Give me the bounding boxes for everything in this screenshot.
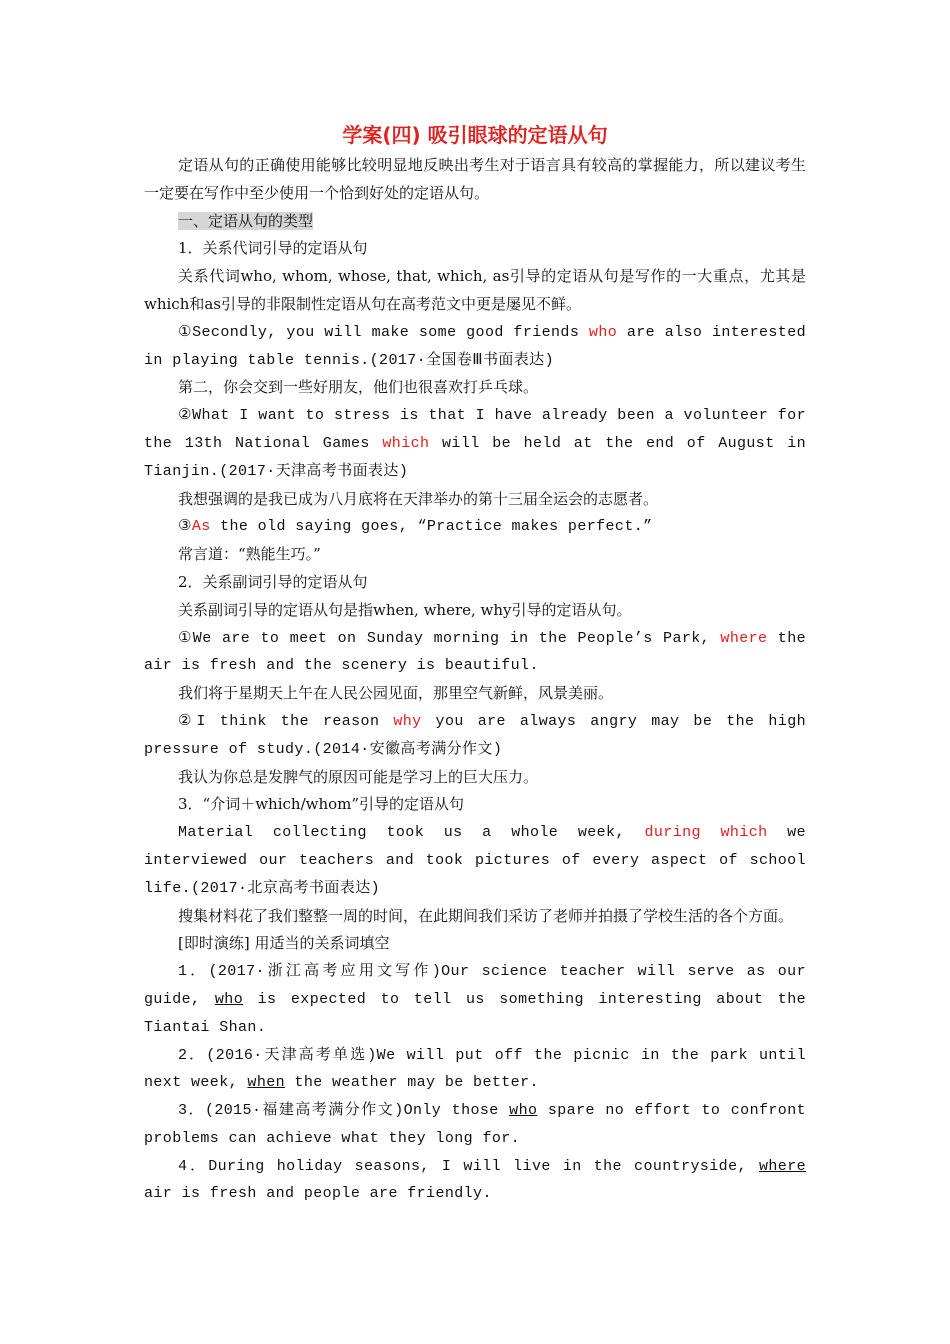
example-text: the air is fresh and the scenery is beautiful. bbox=[144, 629, 807, 675]
translation-1-3: 常言道：“熟能生巧。” bbox=[178, 545, 321, 564]
practice-question-1 bbox=[144, 958, 806, 1041]
keyword: As bbox=[191, 518, 211, 536]
question-text: air is fresh and people are friendly. bbox=[144, 1185, 492, 1203]
practice-question-3 bbox=[144, 1097, 806, 1153]
example-text: you are always angry may be the high pressure of study.(2014·安徽高考满分作文) bbox=[144, 712, 806, 758]
question-text: the weather may be better. bbox=[285, 1074, 539, 1092]
example-text: are also interested in playing table tennis.(2017·全国卷Ⅲ书面表达) bbox=[144, 323, 806, 369]
translation-1-2: 我想强调的是我已成为八月底将在天津举办的第十三届全运会的志愿者。 bbox=[178, 489, 659, 508]
example-1-3 bbox=[144, 513, 806, 541]
translation-2-2: 我认为你总是发脾气的原因可能是学习上的巨大压力。 bbox=[178, 767, 539, 786]
translation-2-1: 我们将于星期天上午在人民公园见面，那里空气新鲜，风景美丽。 bbox=[178, 684, 614, 703]
subsection-desc-1: 关系代词who, whom, whose, that, which, as引导的定语从句是写作的一大重点，尤其是which和as引导的非限制性定语从句在高考范文中更是屡见不鲜。 bbox=[144, 267, 806, 313]
section-heading bbox=[144, 208, 806, 236]
keyword: why bbox=[393, 712, 422, 730]
example-1-1 bbox=[144, 319, 806, 375]
example-text: ①We are to meet on Sunday morning in the People’s Park, bbox=[178, 629, 721, 647]
example-text: ①Secondly, you will make some good friends bbox=[178, 323, 589, 341]
example-number: ③ bbox=[178, 518, 192, 536]
translation-3-1: 搜集材料花了我们整整一周的时间，在此期间我们采访了老师并拍摄了学校生活的各个方面。 bbox=[178, 906, 794, 925]
section-heading-text: 一、定语从句的类型 bbox=[178, 211, 314, 230]
translation-1-1: 第二，你会交到一些好朋友，他们也很喜欢打乒乓球。 bbox=[178, 378, 539, 397]
question-text: 4．During holiday seasons, I will live in the countryside, bbox=[178, 1157, 759, 1175]
example-2-1 bbox=[144, 625, 806, 681]
keyword: which bbox=[382, 434, 430, 452]
practice-question-2 bbox=[144, 1042, 806, 1098]
subsection-heading-2: 2．关系副词引导的定语从句 bbox=[178, 572, 368, 591]
page-title: 学案(四) 吸引眼球的定语从句 bbox=[342, 123, 608, 147]
example-text: will be held at the end of August in Tianjin.(2017·天津高考书面表达) bbox=[144, 434, 806, 480]
question-text: 1．(2017·浙江高考应用文写作)Our science teacher will serve as our guide, bbox=[144, 963, 806, 1008]
question-text: spare no effort to confront problems can achieve what they long for. bbox=[144, 1102, 806, 1147]
answer-blank: who bbox=[509, 1102, 538, 1120]
example-text: we interviewed our teachers and took pictures of every aspect of school life.(2017·北京高考书面表达) bbox=[144, 824, 806, 897]
keyword: during which bbox=[644, 824, 768, 842]
example-text: ②What I want to stress is that I have already been a volunteer for the 13th National Games bbox=[144, 407, 806, 452]
practice-heading: [即时演练] 用适当的关系词填空 bbox=[178, 934, 390, 953]
example-3-1 bbox=[144, 819, 806, 902]
answer-blank: when bbox=[247, 1074, 286, 1092]
question-text: is expected to tell us something interesting about the Tiantai Shan. bbox=[144, 990, 806, 1036]
example-1-2 bbox=[144, 402, 806, 485]
subsection-heading-1: 1．关系代词引导的定语从句 bbox=[178, 239, 368, 258]
question-text: 2．(2016·天津高考单选)We will put off the picnic in the park until next week, bbox=[144, 1046, 806, 1092]
answer-blank: where bbox=[758, 1157, 806, 1175]
intro-paragraph: 定语从句的正确使用能够比较明显地反映出考生对于语言具有较高的掌握能力，所以建议考生一定要在写作中至少使用一个恰到好处的定语从句。 bbox=[144, 156, 806, 202]
example-text: ②I think the reason bbox=[178, 712, 394, 730]
question-text: 3．(2015·福建高考满分作文)Only those bbox=[178, 1102, 510, 1120]
example-2-2 bbox=[144, 708, 806, 764]
practice-question-4 bbox=[144, 1153, 806, 1209]
example-text: Material collecting took us a whole week, bbox=[178, 824, 645, 842]
answer-blank: who bbox=[214, 990, 244, 1008]
keyword: who bbox=[588, 323, 618, 341]
keyword: where bbox=[720, 629, 768, 647]
subsection-heading-3: 3．“介词＋which/whom”引导的定语从句 bbox=[178, 795, 465, 814]
example-text: the old saying goes, “Practice makes perfect.” bbox=[210, 518, 653, 536]
document-page bbox=[144, 118, 806, 1208]
subsection-desc-2: 关系副词引导的定语从句是指when, where, why引导的定语从句。 bbox=[178, 600, 632, 619]
